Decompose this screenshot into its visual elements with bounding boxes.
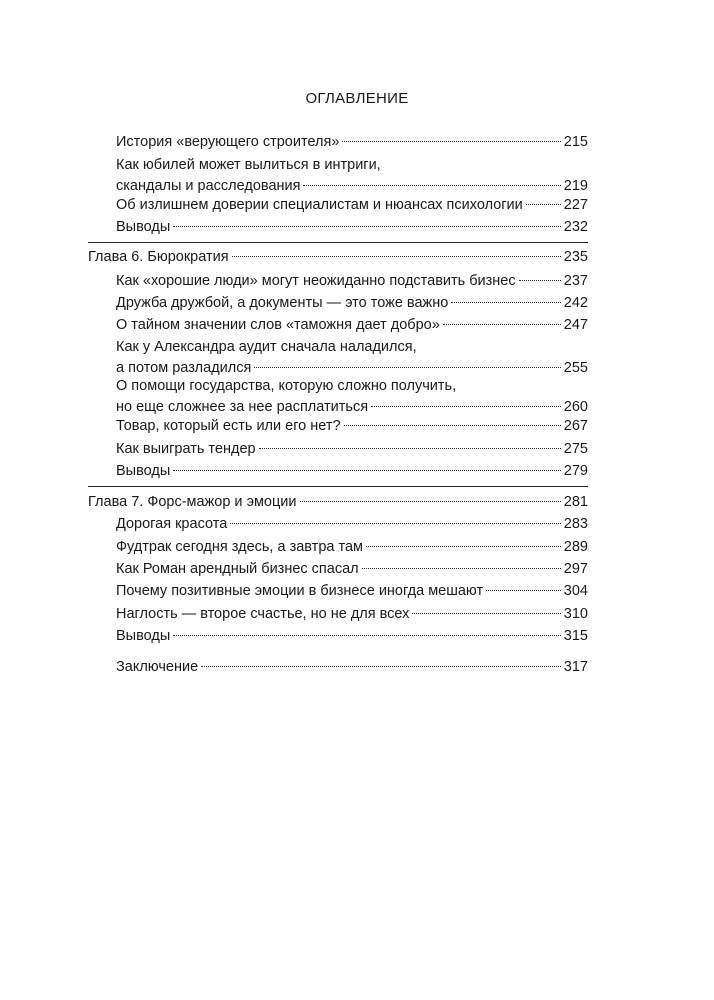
dot-leader bbox=[300, 501, 561, 502]
toc-entry-title: Дружба дружбой, а документы — это тоже важно bbox=[116, 295, 449, 311]
toc-entry-title-line: Как юбилей может вылиться в интриги, bbox=[116, 157, 381, 173]
toc-entry-title: Выводы bbox=[116, 463, 171, 479]
toc-entry-row bbox=[116, 559, 588, 580]
toc-entry-row bbox=[116, 657, 588, 678]
toc-entry-row bbox=[116, 271, 588, 292]
toc-page-number: 267 bbox=[563, 418, 588, 434]
toc-entry-row bbox=[116, 132, 588, 153]
toc-entry-title: Об излишнем доверии специалистам и нюансах психологии bbox=[116, 197, 523, 213]
toc-entry-title-line: О помощи государства, которую сложно получить, bbox=[116, 378, 457, 394]
toc-page-number: 317 bbox=[563, 659, 588, 675]
dot-leader bbox=[173, 226, 561, 227]
toc-page-number: 215 bbox=[563, 134, 588, 150]
toc-page-number: 247 bbox=[563, 317, 588, 333]
toc-entry[interactable] bbox=[116, 439, 588, 460]
toc-entry[interactable] bbox=[116, 217, 588, 238]
toc-entry[interactable] bbox=[116, 376, 588, 417]
toc-entry-row bbox=[116, 416, 588, 437]
toc-entry-row bbox=[116, 397, 588, 418]
toc-entry-title: Почему позитивные эмоции в бизнесе иногда мешают bbox=[116, 583, 484, 599]
toc-entry[interactable] bbox=[116, 537, 588, 558]
toc-page-number: 310 bbox=[563, 606, 588, 622]
divider bbox=[88, 486, 588, 487]
toc-page-number: 315 bbox=[563, 628, 588, 644]
toc-entry-title: Фудтрак сегодня здесь, а завтра там bbox=[116, 539, 363, 555]
dot-leader bbox=[451, 302, 561, 303]
toc-entry-row bbox=[116, 604, 588, 625]
divider bbox=[88, 242, 588, 243]
toc-entry-title: но еще сложнее за нее расплатиться bbox=[116, 398, 369, 415]
toc-entry-title: О тайном значении слов «таможня дает добро» bbox=[116, 317, 440, 333]
dot-leader bbox=[259, 448, 561, 449]
toc-entry[interactable] bbox=[116, 337, 588, 378]
toc-page-number: 289 bbox=[563, 539, 588, 555]
toc-entry[interactable] bbox=[116, 293, 588, 314]
toc-entry[interactable] bbox=[116, 604, 588, 625]
toc-page-number: 304 bbox=[563, 583, 588, 599]
toc-entry-row bbox=[116, 176, 588, 197]
dot-leader bbox=[344, 425, 561, 426]
toc-entry-title: История «верующего строителя» bbox=[116, 134, 340, 150]
toc-entry-row bbox=[116, 195, 588, 216]
toc-entry[interactable] bbox=[116, 271, 588, 292]
toc-entry-row bbox=[116, 537, 588, 558]
dot-leader bbox=[362, 568, 561, 569]
toc-entry-title: скандалы и расследования bbox=[116, 177, 301, 194]
dot-leader bbox=[366, 546, 561, 547]
toc-page-number: 235 bbox=[563, 249, 588, 265]
toc-entry[interactable] bbox=[116, 315, 588, 336]
toc-page-number: 255 bbox=[563, 359, 588, 376]
dot-leader bbox=[443, 324, 561, 325]
toc-entry-title: Глава 7. Форс-мажор и эмоции bbox=[88, 494, 297, 510]
page-title: ОГЛАВЛЕНИЕ bbox=[305, 90, 409, 107]
dot-leader bbox=[173, 470, 561, 471]
toc-entry-title: Наглость — второе счастье, но не для всех bbox=[116, 606, 410, 622]
toc-entry-title: Как Роман арендный бизнес спасал bbox=[116, 561, 359, 577]
toc-entry[interactable] bbox=[116, 195, 588, 216]
dot-leader bbox=[412, 613, 560, 614]
dot-leader bbox=[371, 406, 561, 407]
toc-entry-title-line: Как у Александра аудит сначала наладился, bbox=[116, 339, 417, 355]
toc-entry-title: Как «хорошие люди» могут неожиданно подставить бизнес bbox=[116, 273, 516, 289]
toc-entry-row bbox=[116, 461, 588, 482]
toc-entry-row bbox=[116, 217, 588, 238]
dot-leader bbox=[303, 185, 560, 186]
toc-entry[interactable] bbox=[116, 581, 588, 602]
dot-leader bbox=[230, 523, 561, 524]
toc-entry[interactable] bbox=[116, 559, 588, 580]
toc-entry[interactable] bbox=[116, 514, 588, 535]
dot-leader bbox=[519, 280, 561, 281]
toc-entry-row bbox=[116, 626, 588, 647]
toc-entry-title: Глава 6. Бюрократия bbox=[88, 249, 229, 265]
toc-entry-title: Как выиграть тендер bbox=[116, 441, 256, 457]
toc-page-number: 232 bbox=[563, 219, 588, 235]
toc-page-number: 279 bbox=[563, 463, 588, 479]
toc-page-number: 297 bbox=[563, 561, 588, 577]
toc-entry[interactable] bbox=[116, 626, 588, 647]
toc-page-number: 275 bbox=[563, 441, 588, 457]
toc-entry-title: Товар, который есть или его нет? bbox=[116, 418, 341, 434]
toc-entry[interactable] bbox=[116, 155, 588, 196]
toc-entry-row bbox=[116, 293, 588, 314]
toc-entry[interactable] bbox=[116, 416, 588, 437]
toc-entry-title: Выводы bbox=[116, 628, 171, 644]
toc-entry-row bbox=[88, 247, 588, 268]
toc-page-number: 219 bbox=[563, 177, 588, 194]
toc-entry[interactable] bbox=[116, 657, 588, 678]
toc-entry-row bbox=[116, 358, 588, 379]
dot-leader bbox=[173, 635, 561, 636]
toc-entry-row bbox=[116, 581, 588, 602]
toc-chapter[interactable] bbox=[88, 492, 588, 513]
toc-entry-row bbox=[116, 315, 588, 336]
toc-entry-title: Дорогая красота bbox=[116, 516, 228, 532]
toc-entry-title: а потом разладился bbox=[116, 359, 252, 376]
dot-leader bbox=[486, 590, 561, 591]
toc-page-number: 227 bbox=[563, 197, 588, 213]
dot-leader bbox=[526, 204, 561, 205]
dot-leader bbox=[342, 141, 560, 142]
dot-leader bbox=[232, 256, 561, 257]
toc-page-number: 283 bbox=[563, 516, 588, 532]
toc-entry[interactable] bbox=[116, 132, 588, 153]
toc-entry-row bbox=[116, 439, 588, 460]
toc-entry-row bbox=[88, 492, 588, 513]
toc-entry-row bbox=[116, 514, 588, 535]
toc-entry-title: Заключение bbox=[116, 659, 199, 675]
dot-leader bbox=[201, 666, 561, 667]
toc-page-number: 237 bbox=[563, 273, 588, 289]
toc-entry-title: Выводы bbox=[116, 219, 171, 235]
dot-leader bbox=[254, 367, 560, 368]
toc-page-number: 260 bbox=[563, 398, 588, 415]
toc-entry[interactable] bbox=[116, 461, 588, 482]
toc-chapter[interactable] bbox=[88, 247, 588, 268]
toc-page-number: 281 bbox=[563, 494, 588, 510]
toc-page-number: 242 bbox=[563, 295, 588, 311]
